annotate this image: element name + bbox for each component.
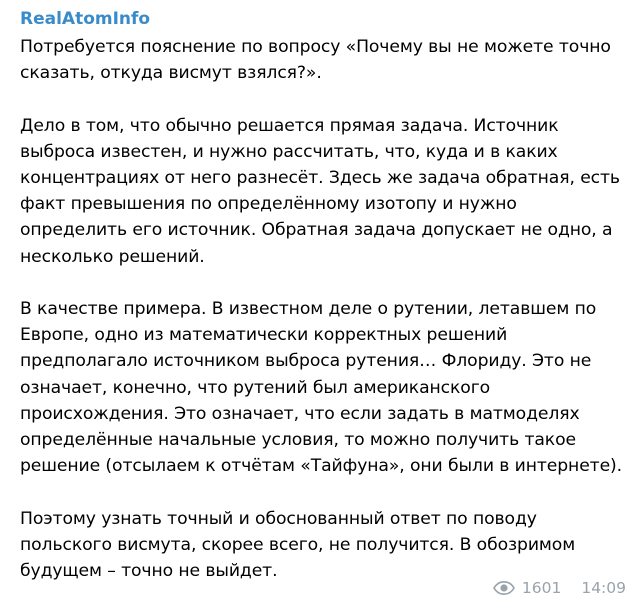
message-meta [493, 579, 626, 597]
message-paragraph-2: Дело в том, что обычно решается прямая задача. Источник выброса известен, и нужно рассчитать, что, куда и в каких концентрациях от него разнесёт. Здесь же задача обратная, есть факт превышения по определённому изотопу и нужно определить его источник. Обратная задача допускает не одно, а несколько решений. [20, 115, 620, 267]
channel-name[interactable]: RealAtomInfo [20, 9, 151, 29]
message-text [20, 34, 628, 584]
eye-icon [493, 581, 515, 595]
views-count: 1601 [521, 579, 562, 597]
message-paragraph-1: Потребуется пояснение по вопросу «Почему вы не можете точно сказать, откуда висмут взялся?». [20, 37, 611, 84]
message-time: 14:09 [581, 579, 626, 597]
message-paragraph-4: Поэтому узнать точный и обоснованный ответ по поводу польского висмута, скорее всего, не получится. В обозримом будущем – точно не выйдет. [20, 508, 576, 582]
message-paragraph-3: В качестве примера. В известном деле о рутении, летавшем по Европе, одно из математически корректных решений предполагало источником выброса рутения… Флориду. Это не означает, конечно, что рутений был американского происхождения. Это означает, что если задать в матмоделях определённые начальные условия, то можно получить такое решение (отсылаем к отчётам «Тайфуна», они были в интернете). [20, 299, 623, 477]
